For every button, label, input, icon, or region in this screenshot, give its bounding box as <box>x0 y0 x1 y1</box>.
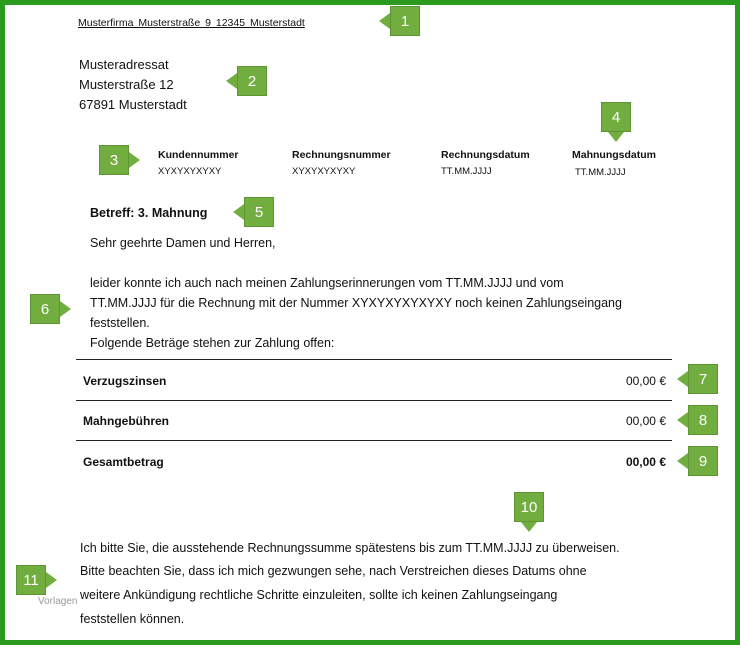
body-line: leider konnte ich auch nach meinen Zahlungserinnerungen vom TT.MM.JJJJ und vom <box>90 276 564 290</box>
callout-marker-7: 7 <box>688 364 718 394</box>
callout-marker-8: 8 <box>688 405 718 435</box>
callout-arrow-icon <box>677 371 688 387</box>
meta-label-invoice-number: Rechnungsnummer <box>292 149 391 161</box>
table-row-label-interest: Verzugszinsen <box>83 374 167 388</box>
callout-arrow-icon <box>521 522 537 532</box>
callout-marker-1: 1 <box>390 6 420 36</box>
callout-arrow-icon <box>379 13 390 29</box>
meta-value-invoice-date: TT.MM.JJJJ <box>441 166 492 177</box>
closing-line: Bitte beachten Sie, dass ich mich gezwungen sehe, nach Verstreichen dieses Datums ohne <box>80 564 587 578</box>
watermark-text: Vorlagen <box>38 596 78 607</box>
body-line: TT.MM.JJJJ für die Rechnung mit der Nummer XYXYXYXYXYXY noch keinen Zahlungseingang <box>90 296 622 310</box>
subject-line: Betreff: 3. Mahnung <box>90 206 208 220</box>
meta-value-invoice-number: XYXYXYXYXY <box>292 166 356 177</box>
callout-marker-10: 10 <box>514 492 544 522</box>
callout-marker-11: 11 <box>16 565 46 595</box>
callout-marker-2: 2 <box>237 66 267 96</box>
callout-marker-3: 3 <box>99 145 129 175</box>
table-row-value-fees: 00,00 € <box>625 414 666 428</box>
callout-arrow-icon <box>677 412 688 428</box>
callout-marker-5: 5 <box>244 197 274 227</box>
callout-arrow-icon <box>233 204 244 220</box>
callout-arrow-icon <box>677 453 688 469</box>
callout-arrow-icon <box>129 152 140 168</box>
callout-arrow-icon <box>226 73 237 89</box>
table-rule <box>76 440 672 441</box>
body-line: feststellen. <box>90 316 150 330</box>
closing-line: Ich bitte Sie, die ausstehende Rechnungssumme spätestens bis zum TT.MM.JJJJ zu überweisen. <box>80 541 620 555</box>
callout-marker-6: 6 <box>30 294 60 324</box>
closing-line: weitere Ankündigung rechtliche Schritte einzuleiten, sollte ich keinen Zahlungseingang <box>80 588 558 602</box>
meta-value-customer-number: XYXYXYXYXY <box>158 166 222 177</box>
meta-label-invoice-date: Rechnungsdatum <box>441 149 530 161</box>
recipient-city: 67891 Musterstadt <box>79 97 187 112</box>
salutation: Sehr geehrte Damen und Herren, <box>90 236 276 250</box>
body-line: Folgende Beträge stehen zur Zahlung offen: <box>90 336 335 350</box>
callout-arrow-icon <box>46 572 57 588</box>
callout-marker-4: 4 <box>601 102 631 132</box>
meta-value-reminder-date: TT.MM.JJJJ <box>575 167 626 178</box>
callout-arrow-icon <box>60 301 71 317</box>
callout-arrow-icon <box>608 132 624 142</box>
table-row-value-total: 00,00 € <box>625 455 666 469</box>
recipient-name: Musteradressat <box>79 57 169 72</box>
table-row-label-total: Gesamtbetrag <box>83 455 164 469</box>
table-row-label-fees: Mahngebühren <box>83 414 169 428</box>
table-rule <box>76 400 672 401</box>
recipient-street: Musterstraße 12 <box>79 77 174 92</box>
table-row-value-interest: 00,00 € <box>625 374 666 388</box>
callout-marker-9: 9 <box>688 446 718 476</box>
sender-line: Musterfirma Musterstraße 9 12345 Musterstadt <box>78 17 305 29</box>
closing-line: feststellen können. <box>80 612 185 626</box>
meta-label-customer-number: Kundennummer <box>158 149 239 161</box>
table-rule <box>76 359 672 360</box>
meta-label-reminder-date: Mahnungsdatum <box>572 149 656 161</box>
